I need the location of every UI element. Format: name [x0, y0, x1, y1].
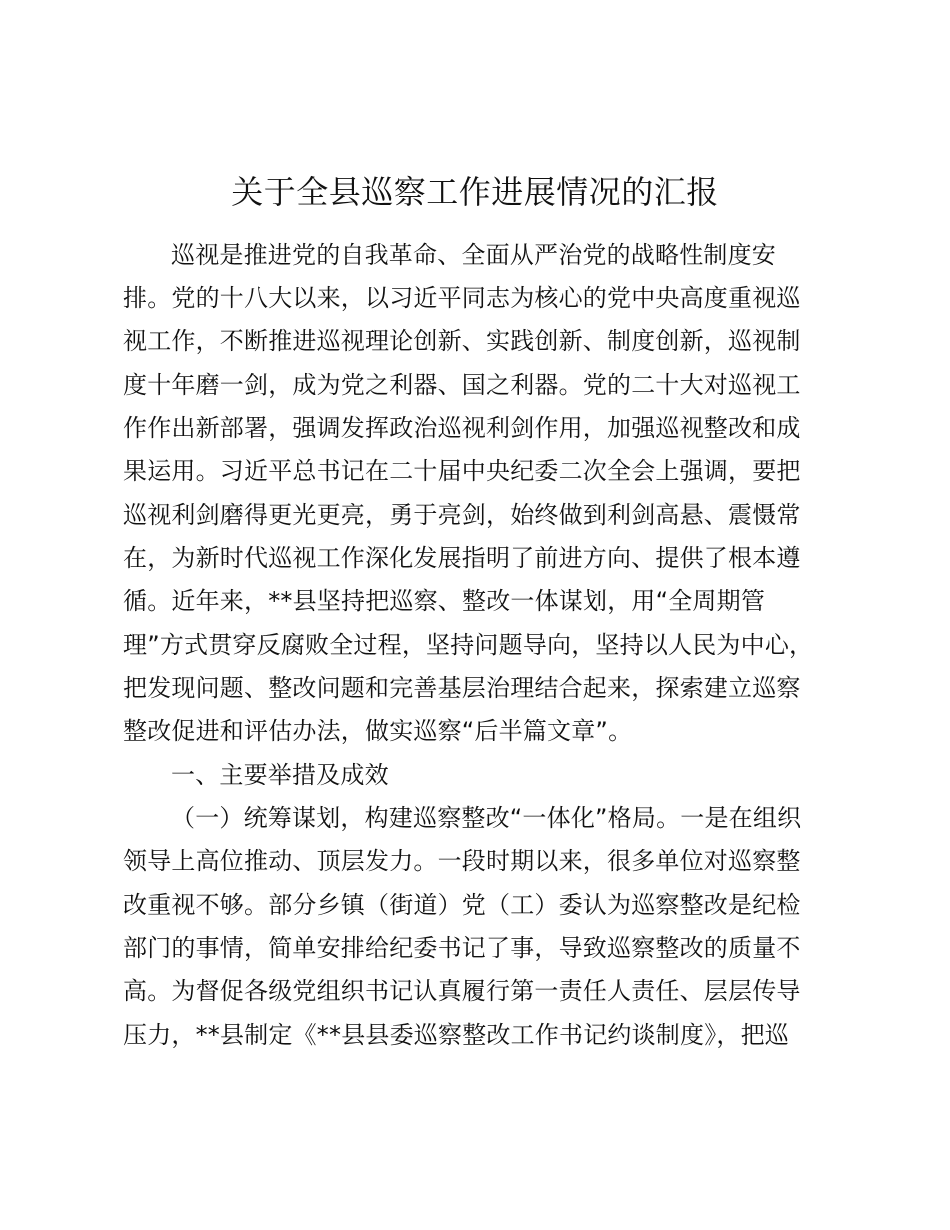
paragraph-line-9: 循。近年来，**县坚持把巡察、整改一体谋划，用“全周期管: [123, 587, 766, 615]
paragraph-line-15: 领导上高位推动、顶层发力。一段时期以来，很多单位对巡察整: [123, 847, 801, 875]
paragraph-line-17: 部门的事情，简单安排给纪委书记了事，导致巡察整改的质量不: [123, 934, 801, 962]
paragraph-line-18: 高。为督促各级党组织书记认真履行第一责任人责任、层层传导: [123, 977, 801, 1005]
paragraph-line-4: 度十年磨一剑，成为党之利器、国之利器。党的二十大对巡视工: [123, 371, 801, 399]
paragraph-line-6: 果运用。习近平总书记在二十届中央纪委二次全会上强调，要把: [123, 457, 801, 485]
document-title: 关于全县巡察工作进展情况的汇报: [231, 173, 719, 211]
paragraph-line-14: （一）统筹谋划，构建巡察整改“一体化”格局。一是在组织: [171, 804, 802, 832]
paragraph-line-10: 理”方式贯穿反腐败全过程，坚持问题导向，坚持以人民为中心，: [123, 631, 814, 659]
paragraph-line-1: 巡视是推进党的自我革命、全面从严治党的战略性制度安: [171, 241, 776, 269]
paragraph-line-19: 压力，**县制定《**县县委巡察整改工作书记约谈制度》，把巡: [123, 1021, 789, 1049]
paragraph-line-16: 改重视不够。部分乡镇（街道）党（工）委认为巡察整改是纪检: [123, 891, 801, 919]
paragraph-line-11: 把发现问题、整改问题和完善基层治理结合起来，探索建立巡察: [123, 674, 801, 702]
paragraph-line-8: 在，为新时代巡视工作深化发展指明了前进方向、提供了根本遵: [123, 544, 801, 572]
paragraph-line-2: 排。党的十八大以来，以习近平同志为核心的党中央高度重视巡: [123, 284, 801, 312]
section-heading: 一、主要举措及成效: [171, 761, 389, 789]
paragraph-line-7: 巡视利剑磨得更光更亮，勇于亮剑，始终做到利剑高悬、震慑常: [123, 501, 801, 529]
paragraph-line-3: 视工作，不断推进巡视理论创新、实践创新、制度创新，巡视制: [123, 327, 801, 355]
paragraph-line-5: 作作出新部署，强调发挥政治巡视利剑作用，加强巡视整改和成: [123, 414, 801, 442]
paragraph-line-12: 整改促进和评估办法，做实巡察“后半篇文章”。: [123, 717, 633, 745]
